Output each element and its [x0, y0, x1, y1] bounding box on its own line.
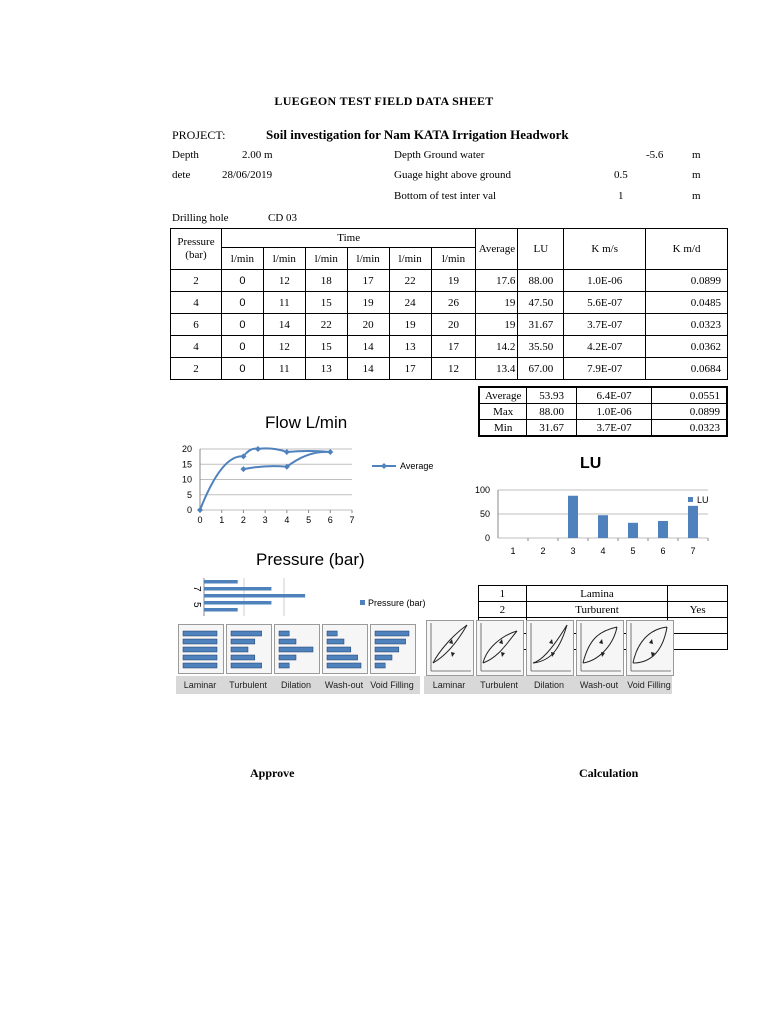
average-cell: 17.6: [476, 270, 518, 292]
table-row: [171, 292, 728, 314]
time-cell: 0: [221, 358, 263, 380]
calculation-label: Calculation: [579, 766, 639, 780]
time-cell: 11: [263, 292, 305, 314]
pattern-curve: [433, 625, 467, 663]
sheet-title: LUEGEON TEST FIELD DATA SHEET: [274, 94, 494, 108]
time-cell: 18: [305, 270, 347, 292]
x-tick-label: 7: [690, 546, 696, 556]
time-cell: 17: [431, 336, 476, 358]
kmd-cell: 0.0684: [646, 358, 728, 380]
bar-pattern-tile: [370, 624, 416, 674]
pattern-bar: [327, 647, 351, 652]
time-cell: 11: [263, 358, 305, 380]
lu-cell: 88.00: [518, 270, 564, 292]
y-tick-label: 15: [181, 459, 192, 470]
table-row: [171, 336, 728, 358]
average-cell: 19: [476, 292, 518, 314]
project-name: Soil investigation for Nam KATA Irrigation Headwork: [266, 127, 569, 142]
bar-pattern-label: Turbulent: [229, 680, 267, 690]
bar-pattern-graphic: [227, 625, 271, 673]
bar-pressure: [204, 580, 238, 584]
bar-pressure: [204, 587, 271, 591]
x-tick-label: 4: [284, 515, 290, 525]
depth-value: 2.00 m: [242, 149, 273, 161]
summary-lu: 53.93: [527, 387, 577, 404]
data-point: [240, 466, 246, 472]
summary-row: [479, 404, 727, 420]
flow-chart-title: Flow L/min: [265, 413, 348, 432]
bar-pressure: [204, 594, 305, 598]
bar-pattern-label: Wash-out: [324, 680, 364, 690]
y-tick-label: 5: [191, 602, 202, 608]
pattern-bar: [183, 655, 217, 660]
legend-marker: [381, 463, 387, 469]
groundwater-value: -5.6: [646, 149, 664, 161]
pattern-bar: [327, 631, 337, 636]
average-cell: 13.4: [476, 358, 518, 380]
pattern-bar: [183, 647, 217, 652]
time-cell: 19: [389, 314, 431, 336]
legend-label: Average: [400, 461, 434, 471]
time-cell: 0: [221, 292, 263, 314]
time-unit-header: l/min: [347, 248, 389, 270]
approve-label: Approve: [250, 766, 295, 780]
gauge-value: 0.5: [614, 169, 628, 181]
flow-type-flag: Yes: [668, 602, 728, 618]
gauge-label: Guage hight above ground: [394, 169, 511, 181]
data-point: [284, 449, 290, 455]
pattern-bar: [231, 647, 248, 652]
curve-pattern-tile: [626, 620, 674, 676]
pattern-bar: [327, 639, 344, 644]
flow-type-flag: [668, 634, 728, 650]
pattern-bar: [231, 655, 255, 660]
x-tick-label: 5: [306, 515, 312, 525]
bar-pattern-label: Void Filling: [370, 680, 414, 690]
summary-kmd: 0.0551: [652, 387, 727, 404]
time-cell: 0: [221, 270, 263, 292]
pressure-cell: 2: [171, 358, 222, 380]
flow-type-number: 1: [479, 586, 527, 602]
pressure-cell: 6: [171, 314, 222, 336]
bar-pressure: [204, 601, 271, 605]
curve-pattern-label: Turbulent: [480, 680, 518, 690]
curve-pattern-tile: [476, 620, 524, 676]
bar-pattern-tile: [274, 624, 320, 674]
average-cell: 19: [476, 314, 518, 336]
x-tick-label: 0: [197, 515, 203, 525]
y-tick-label: 100: [474, 485, 490, 495]
pattern-curve: [533, 625, 567, 663]
summary-row: [479, 387, 727, 404]
time-cell: 14: [347, 336, 389, 358]
summary-kmd: 0.0323: [652, 420, 727, 437]
x-tick-label: 1: [219, 515, 225, 525]
bar-pattern-graphic: [275, 625, 319, 673]
kmd-cell: 0.0323: [646, 314, 728, 336]
data-point: [197, 507, 203, 513]
pattern-curve: [533, 625, 567, 663]
pattern-bar: [327, 663, 361, 668]
kms-header: K m/s: [564, 229, 646, 270]
pressure-header: Pressure: [177, 236, 215, 248]
x-tick-label: 3: [262, 515, 268, 525]
pattern-bar: [375, 647, 399, 652]
y-tick-label: 20: [181, 444, 192, 454]
pattern-bar: [279, 655, 296, 660]
curve-pattern-graphic: [427, 621, 473, 675]
flow-chart: [170, 438, 470, 533]
bar-pattern-graphic: [323, 625, 367, 673]
pressure-chart-title: Pressure (bar): [256, 550, 365, 569]
curve-pattern-label: Wash-out: [579, 680, 619, 690]
summary-kms: 6.4E-07: [576, 387, 651, 404]
summary-row: [479, 420, 727, 437]
lu-cell: 47.50: [518, 292, 564, 314]
time-cell: 13: [389, 336, 431, 358]
bar-lu: [688, 506, 698, 538]
pattern-bar: [375, 639, 406, 644]
time-cell: 20: [431, 314, 476, 336]
date-value: 28/06/2019: [222, 169, 273, 181]
lu-header: LU: [518, 229, 564, 270]
curve-pattern-tile: [426, 620, 474, 676]
kms-cell: 4.2E-07: [564, 336, 646, 358]
time-cell: 13: [305, 358, 347, 380]
summary-label: Min: [479, 420, 527, 437]
x-tick-label: 2: [240, 515, 246, 525]
time-cell: 17: [347, 270, 389, 292]
lu-cell: 67.00: [518, 358, 564, 380]
y-tick-label: 0: [186, 505, 192, 515]
kms-cell: 3.7E-07: [564, 314, 646, 336]
pressure-cell: 4: [171, 336, 222, 358]
bar-lu: [598, 515, 608, 538]
flow-type-flag: [668, 586, 728, 602]
time-cell: 0: [221, 336, 263, 358]
groundwater-label: Depth Ground water: [394, 149, 485, 161]
time-cell: 17: [389, 358, 431, 380]
time-unit-header: l/min: [305, 248, 347, 270]
summary-kmd: 0.0899: [652, 404, 727, 420]
legend-label: LU: [697, 495, 709, 505]
summary-label: Max: [479, 404, 527, 420]
summary-table: [478, 386, 728, 437]
pattern-arrow: [649, 639, 653, 644]
bar-pattern-label: Dilation: [280, 680, 311, 690]
average-header: Average: [476, 229, 518, 270]
pattern-curve: [483, 631, 517, 663]
pattern-curve: [583, 627, 617, 663]
time-cell: 24: [389, 292, 431, 314]
time-cell: 12: [431, 358, 476, 380]
kmd-cell: 0.0362: [646, 336, 728, 358]
kmd-header: K m/d: [646, 229, 728, 270]
lu-chart: [458, 480, 728, 560]
pattern-bar: [183, 663, 217, 668]
time-cell: 20: [347, 314, 389, 336]
summary-lu: 88.00: [527, 404, 577, 420]
pattern-arrow: [601, 652, 605, 657]
bar-lu: [658, 521, 668, 538]
pattern-bar: [279, 631, 289, 636]
bar-pattern-tile: [322, 624, 368, 674]
time-cell: 12: [263, 270, 305, 292]
bar-pressure: [204, 608, 238, 612]
pattern-bar: [279, 639, 296, 644]
lu-cell: 31.67: [518, 314, 564, 336]
kmd-cell: 0.0485: [646, 292, 728, 314]
curve-pattern-graphic: [527, 621, 573, 675]
bar-pattern-label: Laminar: [183, 680, 217, 690]
table-row: [171, 358, 728, 380]
kms-cell: 7.9E-07: [564, 358, 646, 380]
lu-chart-title: LU: [580, 455, 602, 472]
time-cell: 19: [431, 270, 476, 292]
pattern-arrow: [599, 639, 603, 644]
time-header: Time: [221, 229, 476, 248]
x-tick-label: 3: [570, 546, 576, 556]
time-cell: 19: [347, 292, 389, 314]
pattern-arrow: [551, 652, 555, 657]
pattern-arrow: [501, 652, 505, 657]
pattern-arrow: [451, 652, 455, 657]
pattern-curve: [583, 627, 617, 663]
flow-type-flag: [668, 618, 728, 634]
date-label: dete: [172, 169, 191, 181]
flow-type-row: [479, 586, 728, 602]
summary-label: Average: [479, 387, 527, 404]
table-row: [171, 314, 728, 336]
bottom-interval-unit: m: [692, 190, 701, 202]
x-tick-label: 6: [660, 546, 666, 556]
time-unit-header: l/min: [431, 248, 476, 270]
flow-type-name: Lamina: [526, 586, 667, 602]
x-tick-label: 7: [349, 515, 355, 525]
pattern-bar: [375, 631, 409, 636]
data-point: [255, 446, 261, 452]
gauge-unit: m: [692, 169, 701, 181]
kmd-cell: 0.0899: [646, 270, 728, 292]
pressure-unit-header: (bar): [185, 249, 207, 261]
curve-pattern-label: Laminar: [432, 680, 466, 690]
time-cell: 14: [347, 358, 389, 380]
y-tick-label: 50: [479, 509, 490, 519]
time-cell: 0: [221, 314, 263, 336]
pattern-bar: [279, 647, 313, 652]
groundwater-unit: m: [692, 149, 701, 161]
depth-label: Depth: [172, 149, 199, 161]
time-cell: 22: [305, 314, 347, 336]
curve-pattern-tile: [576, 620, 624, 676]
table-row: [171, 270, 728, 292]
time-cell: 14: [263, 314, 305, 336]
bottom-interval-label: Bottom of test inter val: [394, 190, 497, 202]
flow-type-row: [479, 602, 728, 618]
bar-lu: [628, 523, 638, 538]
drilling-hole-label: Drilling hole: [172, 212, 229, 224]
summary-kms: 3.7E-07: [576, 420, 651, 437]
curve-pattern-graphic: [477, 621, 523, 675]
bar-pattern-tile: [178, 624, 224, 674]
summary-kms: 1.0E-06: [576, 404, 651, 420]
flow-type-name: Turburent: [526, 602, 667, 618]
average-cell: 14.2: [476, 336, 518, 358]
bar-pattern-graphic: [371, 625, 415, 673]
pattern-curve: [433, 625, 467, 663]
curve-pattern-tile: [526, 620, 574, 676]
drilling-hole-value: CD 03: [268, 212, 298, 224]
curve-pattern-graphic: [627, 621, 673, 675]
legend-label: Pressure (bar): [368, 598, 426, 608]
time-unit-header: l/min: [389, 248, 431, 270]
pressure-chart: [170, 578, 460, 616]
time-unit-header: l/min: [263, 248, 305, 270]
time-cell: 12: [263, 336, 305, 358]
curve-pattern-label: Void Filling: [627, 680, 671, 690]
pattern-curve: [483, 631, 517, 663]
test-data-table: [170, 228, 728, 380]
pattern-bar: [183, 639, 217, 644]
pattern-bar: [231, 639, 255, 644]
curve-pattern-label: Dilation: [533, 680, 564, 690]
time-cell: 15: [305, 292, 347, 314]
legend-swatch: [360, 600, 365, 605]
kms-cell: 1.0E-06: [564, 270, 646, 292]
x-tick-label: 2: [540, 546, 546, 556]
pressure-cell: 2: [171, 270, 222, 292]
project-label: PROJECT:: [172, 128, 226, 142]
data-point: [327, 449, 333, 455]
bar-lu: [568, 496, 578, 538]
x-tick-label: 4: [600, 546, 606, 556]
y-tick-label: 10: [181, 474, 192, 485]
time-cell: 15: [305, 336, 347, 358]
pattern-bar: [231, 631, 262, 636]
pattern-curve: [633, 627, 667, 663]
y-tick-label: 5: [186, 489, 192, 500]
time-unit-header: l/min: [221, 248, 263, 270]
bar-pattern-tile: [226, 624, 272, 674]
summary-lu: 31.67: [527, 420, 577, 437]
x-tick-label: 5: [630, 546, 636, 556]
kms-cell: 5.6E-07: [564, 292, 646, 314]
x-tick-label: 1: [510, 546, 516, 556]
pattern-bar: [375, 663, 385, 668]
time-cell: 22: [389, 270, 431, 292]
legend-swatch: [688, 497, 693, 502]
pattern-bar: [231, 663, 262, 668]
pattern-bar: [183, 631, 217, 636]
pattern-arrow: [549, 639, 553, 644]
bottom-interval-value: 1: [618, 190, 624, 202]
x-tick-label: 6: [327, 515, 333, 525]
flow-type-number: 2: [479, 602, 527, 618]
y-tick-label: 0: [484, 533, 490, 543]
time-cell: 26: [431, 292, 476, 314]
pattern-bar: [375, 655, 392, 660]
pressure-cell: 4: [171, 292, 222, 314]
bar-pattern-graphic: [179, 625, 223, 673]
pattern-bar: [279, 663, 289, 668]
curve-pattern-graphic: [577, 621, 623, 675]
lu-cell: 35.50: [518, 336, 564, 358]
pattern-bar: [327, 655, 358, 660]
y-tick-label: 7: [191, 586, 202, 592]
